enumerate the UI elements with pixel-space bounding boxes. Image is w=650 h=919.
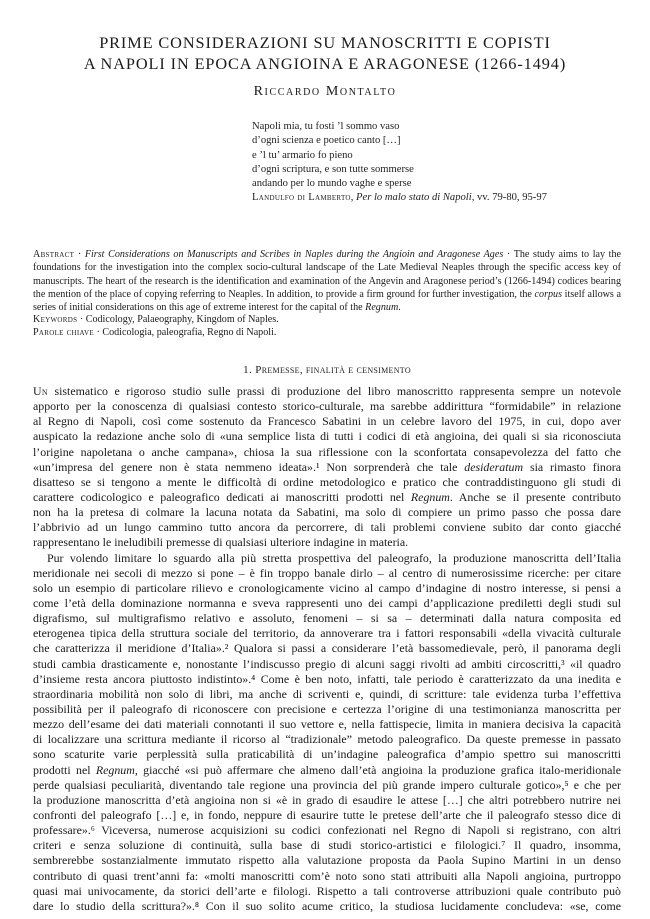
body-line: carattere codicologico e paleografico dedicati ai manoscritti prodotti nel Regnum. Anche se il presente contributo (33, 489, 621, 504)
body-line: che caratterizza il meridione d’Italia».² Qualora si passi a considerare l’età bassomedievale, però, il panorama degli (33, 641, 621, 656)
body-text (33, 384, 621, 914)
epigraph-line: d’ogni scriptura, e son tutte sommerse (252, 163, 414, 175)
parole-chiave (33, 326, 621, 339)
abstract: Abstract · First Considerations on Manuscripts and Scribes in Naples during the Angioin and Aragonese Ages · The study aims to lay the foundations for the investigation into the complex socio-cultural landscape of the Late Medieval Neaples through the specific access key of manuscripts. The heart of the research is the identification and examination of the Angevin and Aragonese period’s (1266-1494) codices bearing the mention of the place of copying referring to Neaples. In addition, to provide a firm ground for further investigation, the corpus itself allows a series of initial considerations on this age of extreme interest for the capital of the Regnum. (33, 249, 621, 313)
section-heading (33, 364, 621, 376)
epigraph-line: e ’l tu’ armario fo pieno (252, 149, 353, 161)
author-name: Riccardo Montalto (253, 84, 397, 99)
abstract-text-1: · The study aims to lay the foundations for the investigation into the complex socio-cultural landscape of the Late Medieval Neaples through the specific access key of manuscripts. The heart of the research is the identification and examination of the Angevin and Aragonese period’s (1266-1494) codices bearing the mention of the place of copying referring to Neaples. In addition, to provide a firm ground for further investigation, the (33, 249, 621, 300)
body-line: mezzo dell’esame dei dati materiali connotanti il suo vettore e, nella fattispecie, limita in maniera decisiva la capacità (33, 717, 621, 732)
body-line: Un sistematico e rigoroso studio sulle prassi di produzione del libro manoscritto rappresenta sempre un notevole (33, 384, 621, 398)
keywords (33, 313, 621, 326)
abstract-title: First Considerations on Manuscripts and Scribes in Naples during the Angioin and Aragonese Ages (84, 249, 504, 260)
body-line: apporto per la conoscenza di qualsiasi contesto storico-culturale, ma sarebbe addirittura “formidabile” in relazione (33, 399, 621, 414)
abstract-text-2: itself allows a series of initial considerations on this age of extreme interest for the capital of the (33, 288, 621, 313)
epigraph-cite-author: Landulfo di Lamberto (252, 192, 351, 204)
epigraph-cite-work: Per lo malo stato di Napoli (356, 192, 472, 204)
body-line: di localizzare una scrittura mediante il ricorso al “tradizionale” metodo paleografico. Da queste premesse in passato (33, 732, 621, 747)
body-line: eterogenea tipica della struttura sociale del territorio, da annoverare tra i fattori responsabili «della vivacità culturale (33, 626, 621, 641)
epigraph-citation: Landulfo di Lamberto, Per lo malo stato di Napoli, vv. 79-80, 95-97 (252, 192, 547, 204)
body-line: contributo di quasi trent’anni fa: «molti manoscritti com’è noto sono stati attribuiti alla Napoli angioina, purtroppo (33, 868, 621, 883)
abstract-text-3: . (398, 302, 401, 313)
body-line: la produzione manoscritta d’età angioina non si «è in grado di esaudire le attese […] che altri potrebbero nutrire nei (33, 792, 621, 807)
epigraph-line: Napoli mia, tu fosti ’l sommo vaso (252, 121, 400, 132)
epigraph-line: d’ogni scienza e poetico canto […] (252, 135, 401, 147)
section-title: Premesse, finalità e censimento (255, 364, 411, 376)
epigraph-line: andando per lo mundo vaghe e sperse (252, 178, 412, 190)
body-line: d’insieme resta ancora piuttosto indistinto».⁴ Come è ben noto, infatti, tale periodo è caratterizzato da una inedita e (33, 671, 621, 686)
keywords-text: · Codicology, Palaeography, Kingdom of Naples. (77, 314, 279, 325)
body-line: sono scaturite varie perplessità sulla praticabilità di un’indagine paleografica d’ampio spettro sui manoscritti (33, 747, 621, 762)
parole-chiave-text: · Codicologia, paleografia, Regno di Napoli. (93, 327, 277, 338)
body-line: meridionale nei secoli di mezzo si pone – è fin troppo banale dirlo – al centro di numerosissime ricerche: per citare (33, 565, 621, 580)
body-line: studi cambia drasticamente e, nonostante l’indiscusso pregio di alcuni saggi rivolti ad ambiti circoscritti,³ «il quadro (33, 656, 621, 671)
body-line: auspicato la redazione anche solo di «una semplice lista di tutti i codici di età angioina, dei quali si sia riconosciuta (33, 429, 621, 444)
body-line: prodotti nel Regnum, giacché «si può affermare che almeno dall’età angioina la produzione grafica italo-meridionale (33, 762, 621, 777)
abstract-corpus: corpus (534, 288, 563, 300)
body-line: confronti del paleografo […] e, in fondo, neppure di esaurire tutte le pretese dell’arte che il paleografo stesso dice di (33, 807, 621, 822)
body-line: l’origine napoletana o anche campana», chiosa la sua riflessione con la sconfortata consapevolezza del fatto che (33, 444, 621, 459)
body-line: dare lo studio della scrittura?».⁸ Con il suo solito acume critico, la studiosa lucidamente concludeva: «se, come (33, 898, 621, 913)
parole-chiave-label: Parole chiave (33, 327, 94, 338)
body-line: come l’età della dominazione normanna e sveva rappresenti uno dei campi d’applicazione prediletti degli studi sul (33, 595, 621, 610)
keywords-label: Keywords (33, 314, 78, 325)
abstract-label: Abstract (33, 249, 75, 260)
body-line: sembrerebbe sostanzialmente immutato rispetto alla valutazione proposta da Paola Supino Martini in un denso (33, 853, 621, 868)
body-line: solo un esempio di particolare rilievo e cronologicamente vicino al campo d’indagine di nostro interesse, si pensi a (33, 580, 621, 595)
body-line: quasi mai univocamente, da storici dell’arte e filologi. Rispetto a tali controverse attribuzioni quale contributo può (33, 883, 621, 898)
article-title-line-1: PRIME CONSIDERAZIONI SU MANOSCRITTI E COPISTI (99, 33, 551, 52)
body-line: digrafismo, sul multigrafismo relativo e assoluto, fenomeni – si sa – determinati dalla natura composita ed (33, 611, 621, 626)
abstract-regnum: Regnum (365, 302, 399, 313)
body-line: rappresentano le ineludibili premesse di qualsiasi ulteriore indagine in materia. (33, 535, 409, 550)
body-line: criteri e senza soluzione di continuità, sulla base di studi storico-artistici e filologici.⁷ Il quadro, insomma, (33, 838, 621, 853)
body-line: non ha la pretesa di colmare la lacuna notata da Sabatini, ma solo di compiere un primo passo che possa dare (33, 505, 621, 520)
body-line: disatteso se si tengono a mente le difficoltà di ordine metodologico e pratico che contraddistinguono gli studi di (33, 474, 621, 489)
epigraph-lines (252, 120, 632, 191)
epigraph (252, 120, 632, 206)
body-line: straordinaria mobilità non solo di libri, ma anche di scriventi e, quindi, di scritture: tale evidenza turba l’effettiva (33, 686, 621, 701)
body-line: possibilità per il paleografo di riconoscere con precisione e certezza l’origine di una testimonianza manoscritta per (33, 701, 621, 716)
body-line: l’abbrivio ad un lungo cammino tutto ancora da percorrere, di tali problemi conviene subito dar conto giacché (33, 520, 621, 535)
body-line: professare».⁶ Viceversa, numerose acquisizioni su codici confezionati nel Regno di Napoli si registrano, con altri (33, 823, 621, 838)
section-number: 1. (243, 364, 256, 376)
body-line: perde qualsiasi peculiarità, diventando tale regione una provincia del più grande impero culturale gotico»,⁵ e che per (33, 777, 621, 792)
body-line: al Regno di Napoli, così come sostenuto da Francesco Sabatini in un celebre lavoro del 1975, in cui, dopo aver (33, 414, 621, 429)
article-title (40, 32, 610, 74)
body-line: Pur volendo limitare lo sguardo alla più stretta prospettiva del paleografo, la produzione manoscritta dell’Italia (47, 550, 621, 565)
body-line: «un’impresa del genere non è stata nemmeno ideata».¹ Non sorprenderà che tale desideratum sia rimasto finora (33, 459, 621, 474)
epigraph-cite-verses: , vv. 79-80, 95-97 (471, 192, 547, 204)
article-title-line-2: A NAPOLI IN EPOCA ANGIOINA E ARAGONESE (1266-1494) (83, 54, 567, 73)
